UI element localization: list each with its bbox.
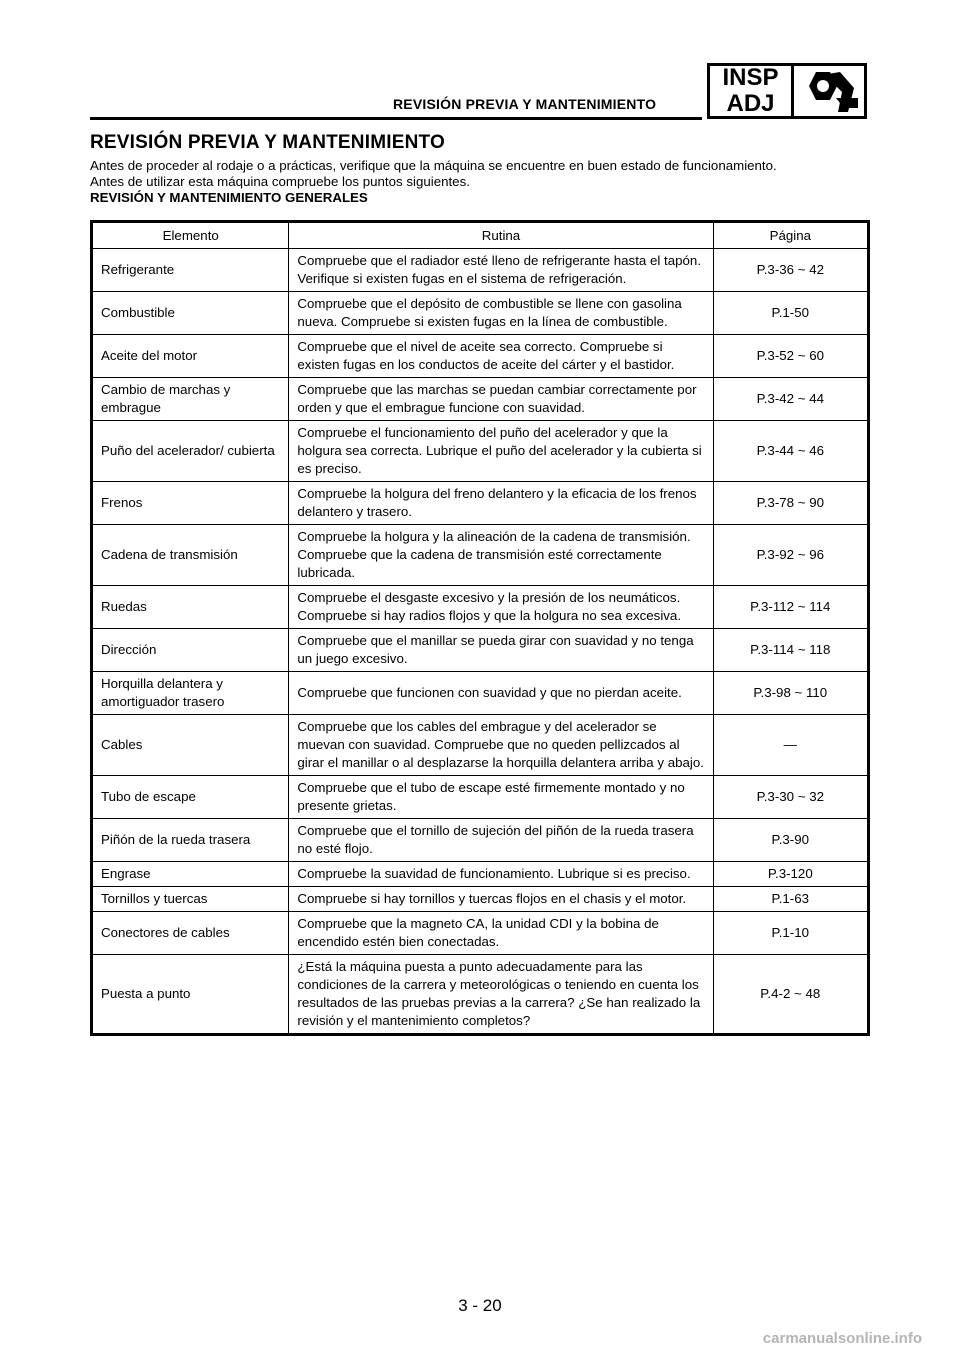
routine-cell: Compruebe que el manillar se pueda girar con suavidad y no tenga un juego excesivo. <box>289 629 713 672</box>
page-cell: P.3-120 <box>713 862 868 887</box>
table-row <box>92 912 869 955</box>
item-cell: Refrigerante <box>92 249 289 292</box>
page-cell: P.4-2 ~ 48 <box>713 955 868 1035</box>
routine-cell: Compruebe el funcionamiento del puño del acelerador y que la holgura sea correcta. Lubrique el puño del acelerador y la cubierta si es preciso. <box>289 421 713 482</box>
item-cell: Puesta a punto <box>92 955 289 1035</box>
page-cell: P.3-112 ~ 114 <box>713 586 868 629</box>
item-cell: Puño del acelerador/ cubierta <box>92 421 289 482</box>
routine-cell: Compruebe que el tubo de escape esté firmemente montado y no presente grietas. <box>289 776 713 819</box>
page-cell: P.1-50 <box>713 292 868 335</box>
routine-cell: Compruebe el desgaste excesivo y la presión de los neumáticos. Compruebe si hay radios flojos y que la holgura no sea excesiva. <box>289 586 713 629</box>
page-cell: P.3-92 ~ 96 <box>713 525 868 586</box>
table-row <box>92 887 869 912</box>
page-title: REVISIÓN PREVIA Y MANTENIMIENTO <box>90 132 445 153</box>
intro-line-2: Antes de utilizar esta máquina compruebe los puntos siguientes. <box>90 174 470 189</box>
item-cell: Cadena de transmisión <box>92 525 289 586</box>
routine-cell: ¿Está la máquina puesta a punto adecuadamente para las condiciones de la carrera y meteorológicas o teniendo en cuenta los resultados de las pruebas previas a la carrera? ¿Se han realizado la revisión y el mantenimiento completos? <box>289 955 713 1035</box>
routine-cell: Compruebe que el depósito de combustible se llene con gasolina nueva. Compruebe si existen fugas en la línea de combustible. <box>289 292 713 335</box>
page-cell: P.3-44 ~ 46 <box>713 421 868 482</box>
routine-cell: Compruebe que el nivel de aceite sea correcto. Compruebe si existen fugas en los conductos de aceite del cárter y el bastidor. <box>289 335 713 378</box>
header-routine: Rutina <box>289 222 713 249</box>
table-row <box>92 629 869 672</box>
item-cell: Dirección <box>92 629 289 672</box>
routine-cell: Compruebe si hay tornillos y tuercas flojos en el chasis y el motor. <box>289 887 713 912</box>
wrench-hex-icon <box>794 66 864 116</box>
table-row <box>92 776 869 819</box>
table-row <box>92 421 869 482</box>
routine-cell: Compruebe que el radiador esté lleno de refrigerante hasta el tapón. Verifique si existen fugas en el sistema de refrigeración. <box>289 249 713 292</box>
item-cell: Engrase <box>92 862 289 887</box>
routine-cell: Compruebe que las marchas se puedan cambiar correctamente por orden y que el embrague funcione con suavidad. <box>289 378 713 421</box>
badge-top-label: INSP <box>722 64 779 91</box>
intro-text <box>90 158 777 206</box>
item-cell: Conectores de cables <box>92 912 289 955</box>
routine-cell: Compruebe que el tornillo de sujeción del piñón de la rueda trasera no esté flojo. <box>289 819 713 862</box>
maintenance-table <box>90 220 870 1036</box>
routine-cell: Compruebe que la magneto CA, la unidad CDI y la bobina de encendido estén bien conectadas. <box>289 912 713 955</box>
table-row <box>92 525 869 586</box>
table-row <box>92 672 869 715</box>
page-cell: P.3-114 ~ 118 <box>713 629 868 672</box>
routine-cell: Compruebe que los cables del embrague y del acelerador se muevan con suavidad. Compruebe que no queden pellizcados al girar el manillar o al desplazarse la horquilla delantera arriba y abajo. <box>289 715 713 776</box>
item-cell: Cambio de marchas y embrague <box>92 378 289 421</box>
page-cell: P.1-63 <box>713 887 868 912</box>
routine-cell: Compruebe la suavidad de funcionamiento. Lubrique si es preciso. <box>289 862 713 887</box>
table-header-row <box>92 222 869 249</box>
header-rule <box>90 117 702 120</box>
page-cell: P.3-90 <box>713 819 868 862</box>
item-cell: Aceite del motor <box>92 335 289 378</box>
table-row <box>92 378 869 421</box>
page-cell: P.3-78 ~ 90 <box>713 482 868 525</box>
watermark: carmanualsonline.info <box>762 1330 922 1347</box>
table-row <box>92 862 869 887</box>
routine-cell: Compruebe que funcionen con suavidad y que no pierdan aceite. <box>289 672 713 715</box>
table-row <box>92 586 869 629</box>
item-cell: Tubo de escape <box>92 776 289 819</box>
page-cell: P.1-10 <box>713 912 868 955</box>
page-cell: P.3-98 ~ 110 <box>713 672 868 715</box>
page-cell: P.3-42 ~ 44 <box>713 378 868 421</box>
page-number: 3 - 20 <box>458 1296 502 1315</box>
table-row <box>92 482 869 525</box>
page-cell: — <box>713 715 868 776</box>
item-cell: Tornillos y tuercas <box>92 887 289 912</box>
page-cell: P.3-30 ~ 32 <box>713 776 868 819</box>
header-element: Elemento <box>92 222 289 249</box>
badge-text <box>710 66 794 116</box>
badge-bottom-label: ADJ <box>726 90 775 117</box>
routine-cell: Compruebe la holgura del freno delantero y la eficacia de los frenos delantero y trasero. <box>289 482 713 525</box>
header-page: Página <box>713 222 868 249</box>
intro-line-1: Antes de proceder al rodaje o a prácticas, verifique que la máquina se encuentre en buen estado de funcionamiento. <box>90 158 777 173</box>
header-title: REVISIÓN PREVIA Y MANTENIMIENTO <box>393 96 657 112</box>
table-row <box>92 335 869 378</box>
inspection-badge <box>707 63 867 119</box>
table-row <box>92 819 869 862</box>
item-cell: Horquilla delantera y amortiguador trasero <box>92 672 289 715</box>
section-subheading: REVISIÓN Y MANTENIMIENTO GENERALES <box>90 190 368 205</box>
table-row <box>92 715 869 776</box>
page-cell: P.3-52 ~ 60 <box>713 335 868 378</box>
table-row <box>92 955 869 1035</box>
table-row <box>92 249 869 292</box>
item-cell: Cables <box>92 715 289 776</box>
routine-cell: Compruebe la holgura y la alineación de la cadena de transmisión. Compruebe que la cadena de transmisión esté correctamente lubricada. <box>289 525 713 586</box>
table-row <box>92 292 869 335</box>
item-cell: Frenos <box>92 482 289 525</box>
item-cell: Combustible <box>92 292 289 335</box>
page-cell: P.3-36 ~ 42 <box>713 249 868 292</box>
item-cell: Piñón de la rueda trasera <box>92 819 289 862</box>
item-cell: Ruedas <box>92 586 289 629</box>
